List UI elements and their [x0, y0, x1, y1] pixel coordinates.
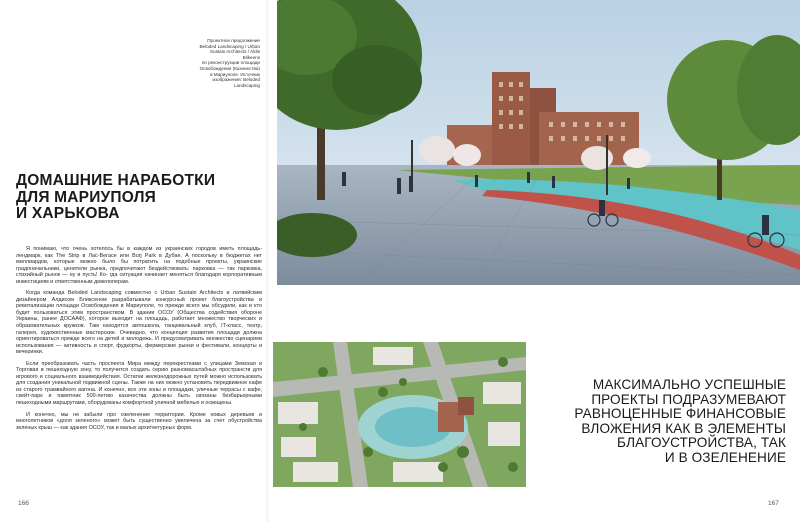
page-number-right: 167: [768, 500, 779, 507]
headline-line: ДЛЯ МАРИУПОЛЯ: [16, 188, 157, 206]
image-caption: [196, 38, 260, 88]
hero-rendering: [277, 0, 800, 285]
body-paragraph: Если преобразовать часть проспекта Мира между перекрестками с улицами Земская и Торговая в пешеходную зону, то получится создать серию разномасштабных пространств для игрового и социального взаимодействия. Остатки железнодорожных путей можно использовать для создания уникальной подвижной сцены. Также на них можно установить передвижное кафе из старого трамвайного вагона. И конечно, все эти зоны и площадки, уличные террасы с кафе, скейт-парк и памятник 500-летию казачества должны быть связаны безбарьерными пешеходными маршрутами, оборудованы комфортной уличной мебелью и освещены.: [16, 360, 262, 407]
headline-line: И ХАРЬКОВА: [16, 205, 120, 222]
quote-line: МАКСИМАЛЬНО УСПЕШНЫЕ: [592, 377, 786, 392]
quote-line: РАВНОЦЕННЫЕ ФИНАНСОВЫЕ: [574, 406, 786, 422]
caption-line: Проектное предложение: [207, 38, 260, 43]
quote-line: БЛАГОУСТРОЙСТВА, ТАК: [617, 435, 786, 451]
quote-line: ВЛОЖЕНИЯ КАК В ЭЛЕМЕНТЫ: [581, 420, 786, 436]
caption-line: Освобождения (Казенества): [199, 65, 260, 71]
article-body: [16, 246, 262, 436]
caption-line: в Мариуполе. Источник: [210, 71, 260, 77]
caption-line: Landscaping: [233, 82, 260, 88]
quote-line: ПРОЕКТЫ ПОДРАЗУМЕВАЮТ: [591, 391, 786, 407]
aerial-rendering: [273, 342, 526, 487]
body-paragraph: Когда команда Beloded Landscaping совместно с Urban Sustain Architects и латвийским дизайнером Алдисом Бликсеном разрабатывали конкурсный проект благоустройства и ревитализации площади Освобождения в Мариуполе, то прежде всего мы обсудили, как и кто будет пользоваться этим пространством. В здании ОСОУ (Общества содействия обороне Украины, ранее ДОСААФ), которое выходит на площадь, работает множество творческих и образовательных кружков. Там находятся автошкола, танцевальный клуб, IT-класс, театр, галерея, художественные мастерские. Очевидно, что концепция развития площади должна ориентироваться прежде всего на детей и молодежь. И предусматривать множество сценариев использования — активность и спорт, фудкорты, фермерские рынки и фестивали, концерты и вечеринки.: [16, 290, 262, 356]
page-gutter: [266, 0, 270, 522]
street-view-illustration: [277, 0, 800, 285]
caption-line: Sustain Architects / Aldis Blikeens: [209, 49, 260, 60]
caption-line: по реконструкции площади: [201, 60, 260, 66]
pull-quote: [548, 378, 786, 466]
headline-line: ДОМАШНИЕ НАРАБОТКИ: [16, 172, 216, 189]
caption-line: изображения: Beloded: [212, 77, 260, 83]
caption-line: Beloded Landscaping / Urban: [199, 43, 260, 49]
aerial-view-illustration: [273, 342, 526, 487]
article-headline: [16, 173, 256, 223]
body-paragraph: И конечно, мы не забыли про озеленение территории. Кроме новых деревьев и многолетников «доля зеленого» может быть существенно увеличена за счет обустройства зеленых крыш — как здания ОСОУ, так и малых архитектурных форм.: [16, 411, 262, 431]
quote-line: И В ОЗЕЛЕНЕНИЕ: [664, 449, 786, 465]
body-paragraph: Я понимаю, что очень хотелось бы в каждом из украинских городов иметь площадь-лендмарк, как The Strip в Лас-Вегасе или Burj Park в Дубае. А поскольку в бюджетах нет миллиардов, которые можно было бы потратить на подобные проекты, украинские градоначальники, ценители рынка, предпочитают бездействовать: парковка — так парковка, стихийный рынок — ну и пусть! Ко- гда ситуация начинает меняться благодаря корпоративным инвестициям и ответственным девелоперам.: [16, 246, 262, 285]
page-number-left: 166: [18, 500, 29, 507]
